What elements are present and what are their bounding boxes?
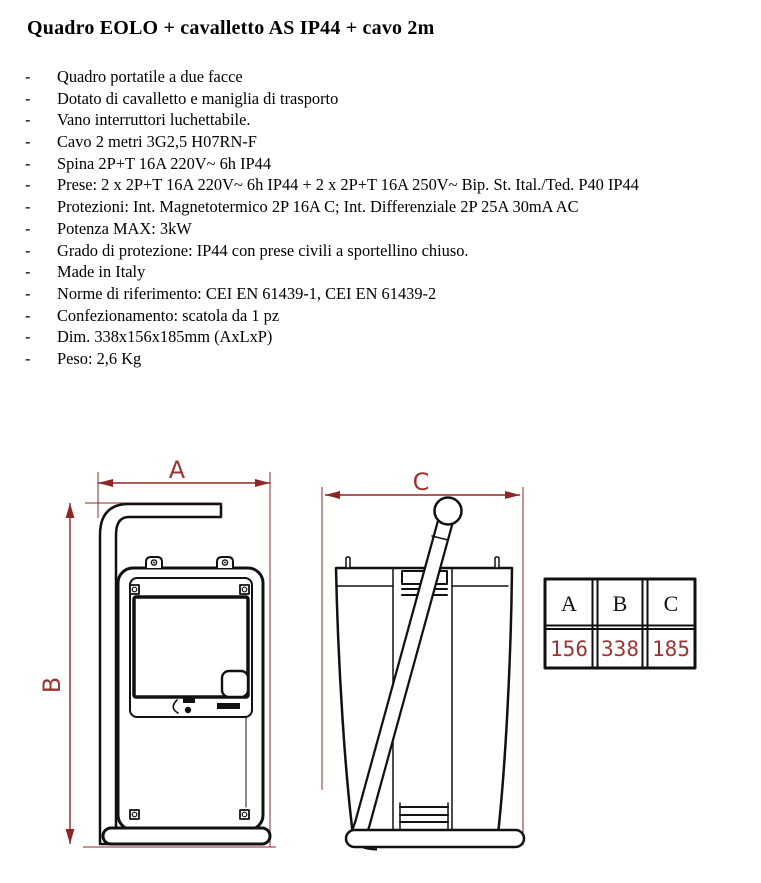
front-view: [100, 504, 270, 844]
bullet-dash: -: [25, 240, 31, 260]
side-view: [336, 498, 524, 848]
spec-item: [0, 154, 761, 176]
spec-item: [0, 67, 761, 89]
spec-text: Quadro portatile a due facce: [57, 67, 243, 86]
spec-list: [0, 67, 761, 371]
product-title: Quadro EOLO + cavalletto AS IP44 + cavo 2m: [27, 17, 435, 39]
spec-text: Dim. 338x156x185mm (AxLxP): [57, 327, 273, 347]
spec-item: [0, 89, 761, 111]
handle-slot: [217, 703, 240, 709]
table-value-b: 338: [601, 637, 639, 661]
spec-text: Grado di protezione: IP44 con prese civili a sportellino chiuso.: [57, 240, 469, 260]
spec-item: [0, 284, 761, 306]
spec-item: [0, 197, 761, 219]
tube-loop: [435, 498, 462, 525]
spec-item: [0, 175, 761, 197]
bullet-dash: -: [25, 283, 31, 303]
screw: [130, 810, 139, 819]
spec-item: [0, 219, 761, 241]
bullet-dash: -: [25, 305, 31, 325]
spec-text: Peso: 2,6 Kg: [57, 348, 142, 368]
bullet-dash: -: [25, 218, 31, 238]
dim-label-b: B: [38, 676, 66, 694]
spec-text: Spina 2P+T 16A 220V~ 6h IP44: [57, 153, 272, 173]
spec-item: [0, 306, 761, 328]
table-value-a: 156: [550, 637, 588, 661]
table-header-c: C: [663, 591, 679, 616]
bullet-dash: -: [25, 262, 31, 282]
spec-text: Prese: 2 x 2P+T 16A 220V~ 6h IP44 + 2 x 2P+T 16A 250V~ Bip. St. Ital./Ted. P40 IP44: [57, 175, 639, 195]
bullet-dash: -: [25, 175, 31, 195]
spec-text: Cavo 2 metri 3G2,5 H07RN-F: [57, 132, 257, 152]
dim-label-c: C: [412, 468, 430, 496]
side-foot-bar: [346, 830, 524, 847]
spec-item: [0, 110, 761, 132]
dimensions-table: [545, 579, 695, 668]
bullet-dash: -: [25, 67, 31, 86]
spec-item: [0, 241, 761, 263]
bullet-dash: -: [25, 153, 31, 173]
spec-text: Confezionamento: scatola da 1 pz: [57, 305, 280, 325]
spec-text: Norme di riferimento: CEI EN 61439-1, CEI EN 61439-2: [57, 283, 437, 303]
screw: [240, 585, 249, 594]
hinge-pin: [346, 557, 350, 568]
bullet-dash: -: [25, 132, 31, 152]
table-header-a: A: [561, 591, 577, 616]
bullet-dash: -: [25, 327, 31, 347]
spec-item: [0, 132, 761, 154]
table-header-b: B: [612, 591, 628, 616]
spec-item: [0, 327, 761, 349]
dim-label-a: A: [168, 456, 186, 484]
spec-text: Vano interruttori luchettabile.: [57, 110, 251, 130]
lock-notch: [183, 698, 195, 703]
spec-text: Protezioni: Int. Magnetotermico 2P 16A C; Int. Differenziale 2P 25A 30mA AC: [57, 197, 579, 217]
bullet-dash: -: [25, 88, 31, 108]
screw: [130, 585, 139, 594]
spec-text: Potenza MAX: 3kW: [57, 218, 192, 238]
bullet-dash: -: [25, 197, 31, 217]
lock-dot: [185, 707, 191, 713]
spec-text: Made in Italy: [57, 262, 146, 282]
latch: [222, 671, 248, 697]
spec-text: Dotato di cavalletto e maniglia di trasporto: [57, 88, 339, 108]
screw: [240, 810, 249, 819]
foot-bar: [103, 828, 270, 844]
spec-item: [0, 349, 761, 371]
spec-item: [0, 262, 761, 284]
technical-drawing: [0, 445, 761, 883]
table-value-c: 185: [652, 637, 690, 661]
hinge-pin: [495, 557, 499, 568]
bullet-dash: -: [25, 110, 31, 130]
bullet-dash: -: [25, 348, 31, 368]
